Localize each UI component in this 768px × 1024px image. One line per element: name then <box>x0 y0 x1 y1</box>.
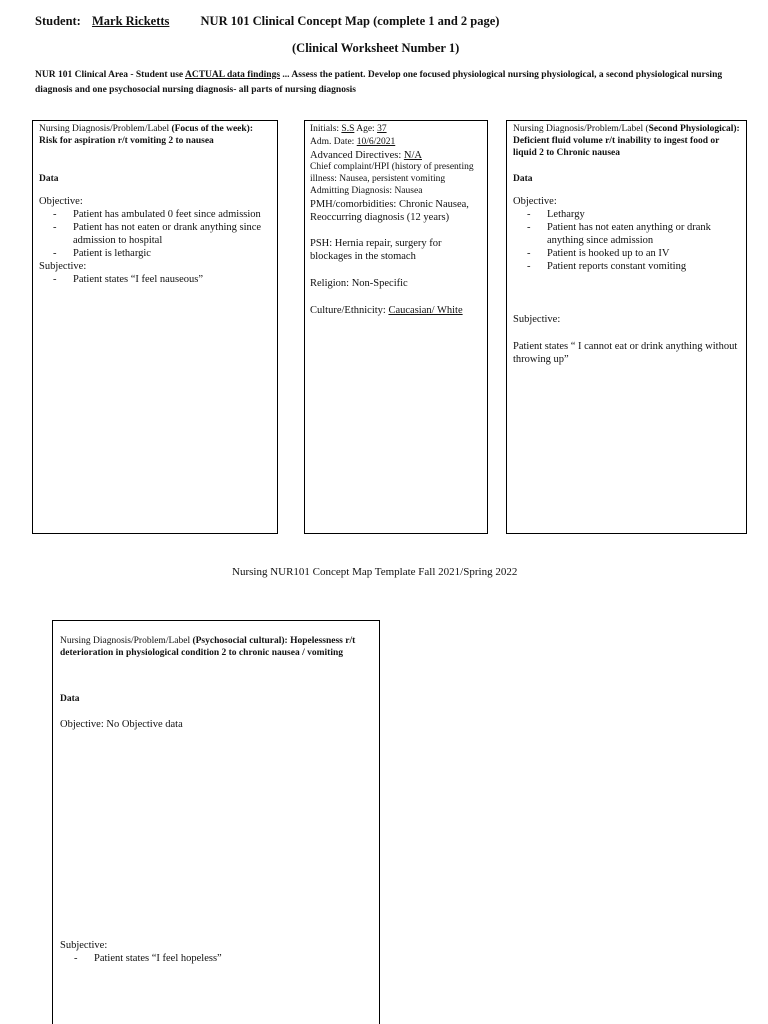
box3-subjective-text: Patient states “ I cannot eat or drink anything without throwing up” <box>513 341 738 365</box>
box1-diagnosis: (Focus of the week): Risk for aspiration r/t vomiting 2 to nausea <box>39 124 253 146</box>
age-value: 37 <box>377 124 387 134</box>
box3-data-heading: Data <box>513 174 533 184</box>
box3-diagnosis-label <box>513 123 740 159</box>
header-student <box>35 14 499 29</box>
template-footer: Nursing NUR101 Concept Map Template Fall 2021/Spring 2022 <box>232 566 518 578</box>
list-item: - Patient states “I feel nauseous” <box>53 273 271 286</box>
student-label: Student: <box>35 14 81 28</box>
advanced-directives <box>310 149 482 162</box>
box4-diagnosis-label <box>60 635 373 659</box>
admitting-diagnosis: Admitting Diagnosis: Nausea <box>310 186 423 196</box>
initials-value: S.S <box>341 124 355 134</box>
box4-label: Nursing Diagnosis/Problem/Label <box>60 636 193 646</box>
page-subtitle: (Clinical Worksheet Number 1) <box>292 41 460 55</box>
intro-actual: ACTUAL data findings <box>185 70 281 80</box>
list-item: - Patient is hooked up to an IV <box>527 247 740 260</box>
pmh: PMH/comorbidities: Chronic Nausea, Reoccurring diagnosis (12 years) <box>310 199 469 223</box>
adm-date <box>310 136 482 149</box>
box1-objective-heading: Objective: <box>39 196 83 207</box>
diagnosis-box-1 <box>32 120 278 534</box>
adm-date-value: 10/6/2021 <box>356 137 396 147</box>
culture <box>310 304 482 317</box>
box4-diagnosis: (Psychosocial cultural): Hopelessness r/t deterioration in physiological condition 2 to chronic nausea / vomiting <box>60 636 356 658</box>
initials-age <box>310 123 482 136</box>
box3-subjective-heading: Subjective: <box>513 314 561 325</box>
religion: Religion: Non-Specific <box>310 278 408 289</box>
chief-complaint: Chief complaint/HPI (history of presenting illness: Nausea, persistent vomiting <box>310 162 474 184</box>
box1-subjective-heading: Subjective: <box>39 261 87 272</box>
list-item: - Patient has not eaten anything or drank anything since admission <box>527 221 740 247</box>
box1-subjective-list <box>39 273 271 286</box>
box3-objective-list <box>513 208 740 273</box>
box4-subjective-heading: Subjective: <box>60 940 108 951</box>
list-item: - Patient has ambulated 0 feet since admission <box>53 208 271 221</box>
box4-objective: Objective: No Objective data <box>60 719 183 730</box>
age-label: Age: <box>354 124 378 134</box>
psh: PSH: Hernia repair, surgery for blockages in the stomach <box>310 238 442 262</box>
box1-diagnosis-label <box>39 123 271 147</box>
page-title: NUR 101 Clinical Concept Map (complete 1 and 2 page) <box>200 14 500 28</box>
list-item: - Patient is lethargic <box>53 247 271 260</box>
list-item: - Patient states “I feel hopeless” <box>74 952 373 965</box>
adm-label: Adm. Date: <box>310 137 357 147</box>
box3-objective-heading: Objective: <box>513 196 557 207</box>
culture-label: Culture/Ethnicity: <box>310 305 389 316</box>
advdir-value: N/A <box>403 150 422 161</box>
box1-data-heading: Data <box>39 174 59 184</box>
box4-data-heading: Data <box>60 694 80 704</box>
list-item: - Lethargy <box>527 208 740 221</box>
box1-objective-list <box>39 208 271 260</box>
box1-label: Nursing Diagnosis/Problem/Label <box>39 124 172 134</box>
intro-part2: Student use <box>135 70 185 80</box>
box3-label: Nursing Diagnosis/Problem/Label ( <box>513 124 649 134</box>
diagnosis-box-2 <box>506 120 747 534</box>
box3-diagnosis: Second Physiological): Deficient fluid volume r/t inability to ingest food or liquid 2 to Chronic nausea <box>513 124 740 158</box>
student-name: Mark Ricketts <box>91 14 170 28</box>
diagnosis-box-3 <box>52 620 380 1024</box>
advdir-label: Advanced Directives: <box>310 150 404 161</box>
initials-label: Initials: <box>310 124 342 134</box>
intro-text <box>35 68 735 98</box>
culture-value: Caucasian/ White <box>388 305 463 316</box>
intro-part1: NUR 101 Clinical Area - <box>35 70 136 80</box>
list-item: - Patient has not eaten or drank anything since admission to hospital <box>53 221 271 247</box>
patient-info-box <box>304 120 488 534</box>
box4-subjective-list <box>60 952 373 965</box>
intro-part3: ... Assess the patient. Develop one focused physiological nursing physiological, a second physiological nursing diagnosis and one psychosocial nursing diagnosis- all parts of nursing diagnosis <box>35 70 723 95</box>
list-item: - Patient reports constant vomiting <box>527 260 740 273</box>
